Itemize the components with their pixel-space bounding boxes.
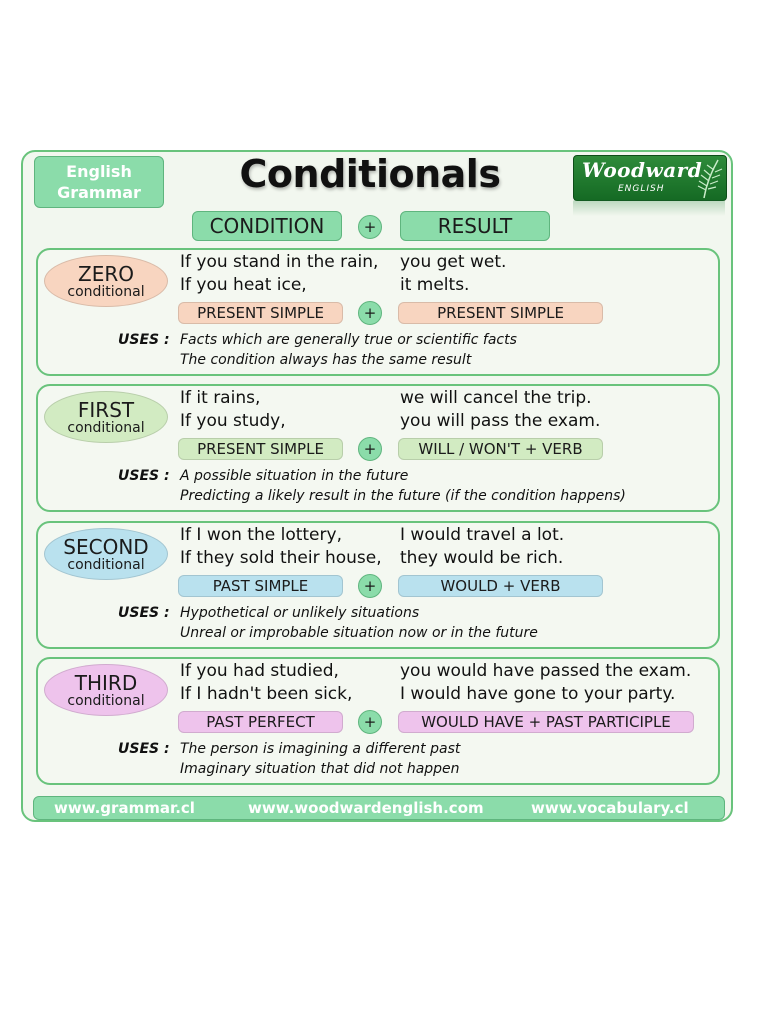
logo-subtitle: ENGLISH [618, 184, 665, 194]
condition-form: PAST SIMPLE [178, 575, 343, 597]
result-form: PRESENT SIMPLE [398, 302, 603, 324]
result-example: I would travel a lot. [400, 525, 565, 545]
uses-line: Unreal or improbable situation now or in the future [180, 625, 538, 641]
english-grammar-badge [34, 156, 164, 208]
footer-link-grammar[interactable]: www.grammar.cl [54, 799, 195, 817]
condition-example: If it rains, [180, 388, 261, 408]
condition-example: If I hadn't been sick, [180, 684, 353, 704]
footer-link-woodward[interactable]: www.woodwardenglish.com [248, 799, 484, 817]
condition-header: CONDITION [192, 211, 342, 241]
condition-form: PRESENT SIMPLE [178, 302, 343, 324]
fern-icon [684, 156, 724, 200]
condition-example: If they sold their house, [180, 548, 382, 568]
uses-line: A possible situation in the future [180, 468, 409, 484]
plus-icon: + [358, 710, 382, 734]
woodward-logo [573, 155, 727, 201]
uses-label: USES : [118, 741, 170, 757]
plus-header: + [358, 215, 382, 239]
logo-reflection [573, 200, 725, 216]
conditional-name: SECOND [63, 534, 149, 559]
conditional-name: THIRD [74, 670, 138, 695]
result-example: it melts. [400, 275, 470, 295]
uses-line: Facts which are generally true or scientific facts [180, 332, 517, 348]
uses-line: Imaginary situation that did not happen [180, 761, 460, 777]
uses-label: USES : [118, 605, 170, 621]
uses-label: USES : [118, 332, 170, 348]
result-example: you get wet. [400, 252, 507, 272]
conditional-label: conditional [67, 419, 145, 436]
uses-line: Predicting a likely result in the future (if the condition happens) [180, 488, 626, 504]
conditional-name: FIRST [77, 397, 135, 422]
conditional-label: conditional [67, 692, 145, 709]
condition-form: PRESENT SIMPLE [178, 438, 343, 460]
result-form: WOULD + VERB [398, 575, 603, 597]
result-form: WOULD HAVE + PAST PARTICIPLE [398, 711, 694, 733]
plus-icon: + [358, 437, 382, 461]
result-form: WILL / WON'T + VERB [398, 438, 603, 460]
conditional-name: ZERO [78, 261, 134, 286]
result-example: I would have gone to your party. [400, 684, 676, 704]
result-example: you would have passed the exam. [400, 661, 692, 681]
condition-example: If you heat ice, [180, 275, 307, 295]
condition-example: If you stand in the rain, [180, 252, 379, 272]
uses-line: Hypothetical or unlikely situations [180, 605, 420, 621]
uses-line: The person is imagining a different past [180, 741, 461, 757]
oval-first [44, 391, 168, 443]
result-example: they would be rich. [400, 548, 564, 568]
badge-line-1: English [66, 162, 132, 181]
condition-example: If you study, [180, 411, 286, 431]
result-header: RESULT [400, 211, 550, 241]
conditional-label: conditional [67, 556, 145, 573]
plus-icon: + [358, 301, 382, 325]
oval-second [44, 528, 168, 580]
oval-third [44, 664, 168, 716]
conditional-label: conditional [67, 283, 145, 300]
footer-links [33, 796, 725, 820]
logo-name: Woodward [582, 158, 703, 182]
footer-link-vocabulary[interactable]: www.vocabulary.cl [531, 799, 689, 817]
result-example: you will pass the exam. [400, 411, 601, 431]
condition-example: If I won the lottery, [180, 525, 342, 545]
condition-example: If you had studied, [180, 661, 339, 681]
uses-label: USES : [118, 468, 170, 484]
result-example: we will cancel the trip. [400, 388, 592, 408]
condition-form: PAST PERFECT [178, 711, 343, 733]
uses-line: The condition always has the same result [180, 352, 472, 368]
plus-icon: + [358, 574, 382, 598]
page-title: Conditionals [239, 152, 501, 196]
badge-line-2: Grammar [57, 183, 141, 202]
oval-zero [44, 255, 168, 307]
